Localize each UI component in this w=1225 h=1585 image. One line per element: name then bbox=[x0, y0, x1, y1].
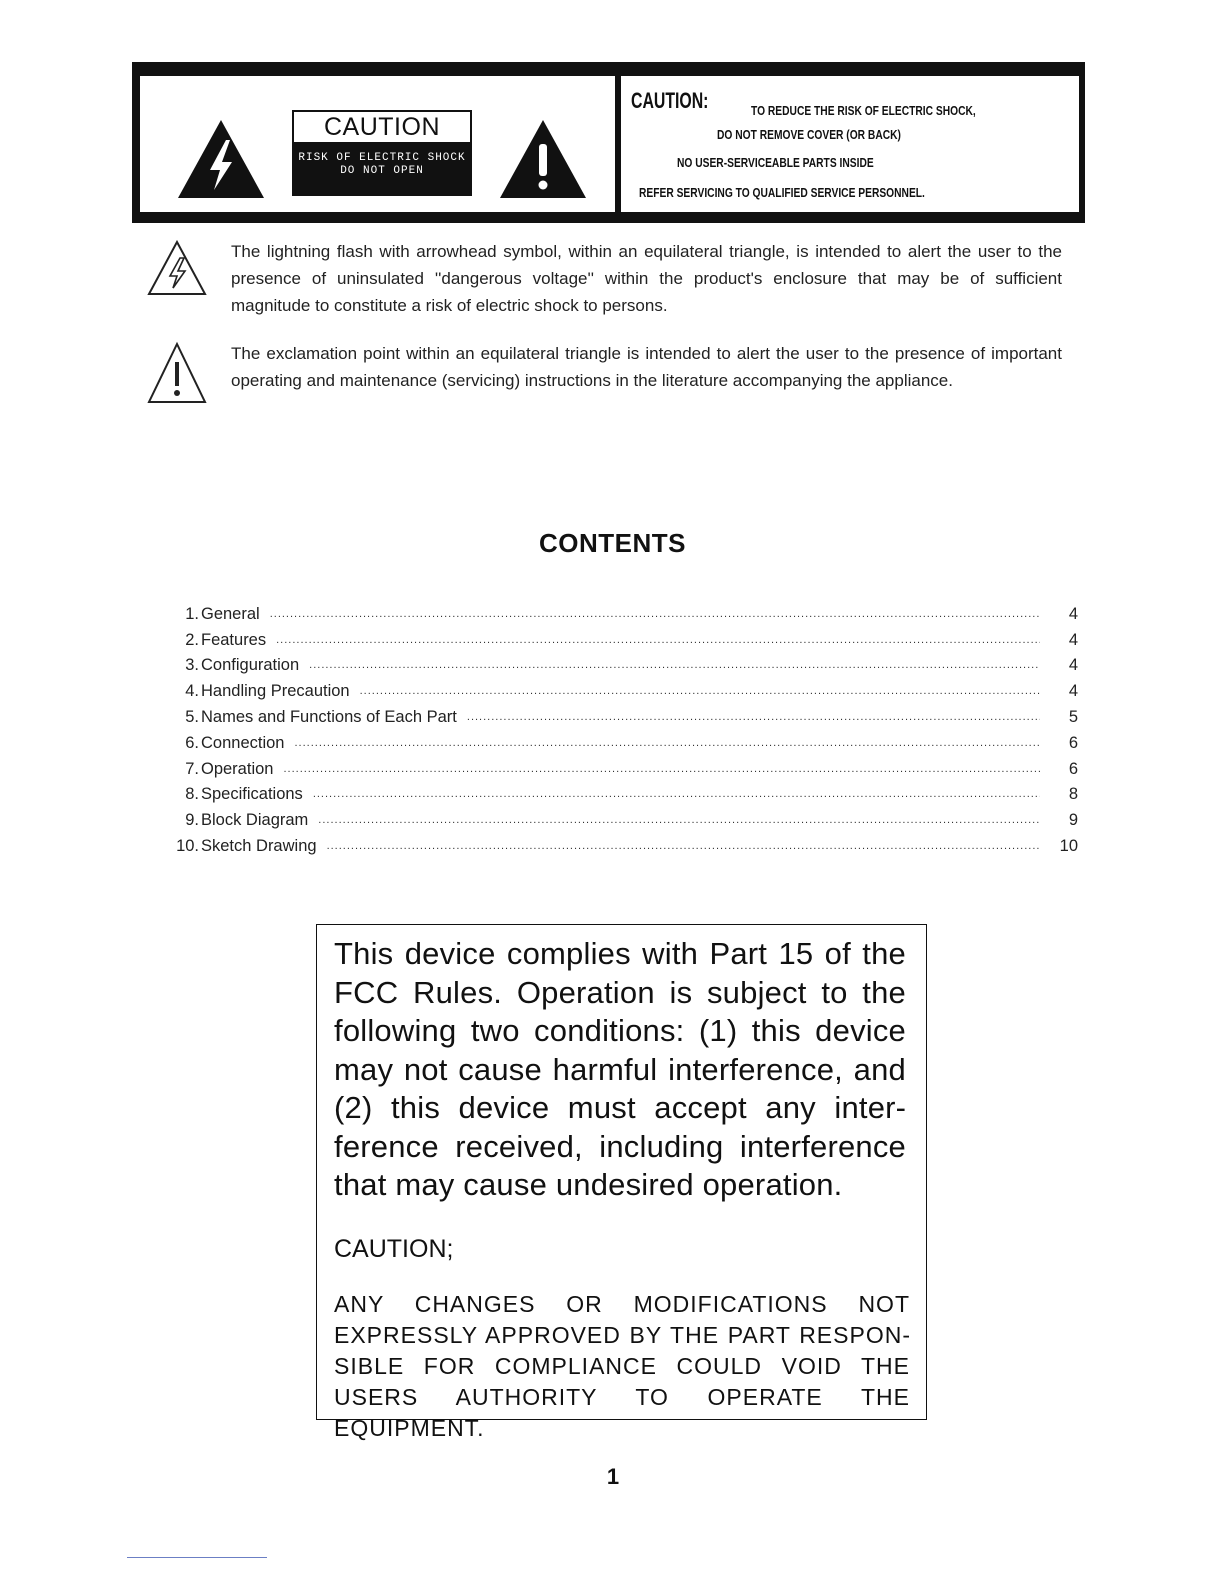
toc-number: 10. bbox=[176, 836, 199, 855]
exclamation-triangle-icon bbox=[146, 340, 208, 404]
caution-label-line: RISK OF ELECTRIC SHOCK bbox=[298, 152, 466, 164]
exclamation-symbol-text: The exclamation point within an equilateral triangle is intended to alert the user to the presence of important operating and maintenance (servicing) instructions in the literature accompanying the appliance. bbox=[231, 344, 1062, 390]
exclamation-warning-icon bbox=[498, 118, 588, 200]
toc-item[interactable] bbox=[163, 804, 1078, 830]
toc-leader bbox=[276, 634, 1040, 646]
toc-title: Block Diagram bbox=[201, 811, 309, 830]
toc-item[interactable] bbox=[163, 753, 1078, 779]
toc-title: Sketch Drawing bbox=[201, 836, 317, 855]
toc-page: 6 bbox=[1068, 733, 1078, 752]
toc-number: 3. bbox=[185, 656, 199, 675]
toc-page: 4 bbox=[1068, 630, 1078, 649]
caution-line: REFER SERVICING TO QUALIFIED SERVICE PERSONNEL. bbox=[639, 186, 925, 200]
caution-label-line: DO NOT OPEN bbox=[340, 165, 424, 177]
footer-rule bbox=[127, 1557, 267, 1558]
toc-title: Connection bbox=[201, 733, 285, 752]
toc-title: Configuration bbox=[201, 656, 300, 675]
toc-title: Handling Precaution bbox=[201, 682, 350, 701]
toc-title: Specifications bbox=[201, 785, 303, 804]
toc-leader bbox=[270, 608, 1040, 620]
toc-item[interactable] bbox=[163, 701, 1078, 727]
toc-number: 2. bbox=[185, 630, 199, 649]
toc-item[interactable] bbox=[163, 650, 1078, 676]
toc-page: 9 bbox=[1068, 811, 1078, 830]
caution-label-title: CAUTION bbox=[292, 110, 472, 144]
caution-banner-symbols bbox=[140, 76, 615, 212]
caution-line: NO USER-SERVICEABLE PARTS INSIDE bbox=[677, 156, 874, 170]
lightning-symbol-text: The lightning flash with arrowhead symbol, within an equilateral triangle, is intended to alert the user to the presence of uninsulated ''dangerous voltage'' within the product's enclosure that may be of sufficient magnitude to constitute a risk of electric shock to persons. bbox=[231, 242, 1062, 315]
toc-number: 9. bbox=[185, 811, 199, 830]
toc-title: Features bbox=[201, 630, 267, 649]
fcc-notice-box bbox=[316, 924, 927, 1441]
lightning-symbol-explanation bbox=[146, 238, 1062, 322]
toc-page: 4 bbox=[1068, 656, 1078, 675]
toc-leader bbox=[318, 814, 1040, 826]
fcc-statement: This device complies with Part 15 of the FCC Rules. Operation is subject to the following two conditions: (1) this device may not cause harmful interference, and (2) this device must accept any interference received, including interference that may cause undesired operation. bbox=[334, 936, 906, 1202]
caution-label-subtitle bbox=[292, 144, 472, 196]
table-of-contents bbox=[163, 598, 1078, 856]
toc-item[interactable] bbox=[163, 598, 1078, 624]
toc-number: 6. bbox=[185, 733, 199, 752]
toc-title: General bbox=[201, 604, 260, 623]
toc-page: 4 bbox=[1068, 604, 1078, 623]
exclamation-symbol-explanation bbox=[146, 340, 1062, 424]
caution-banner bbox=[132, 62, 1085, 223]
toc-page: 6 bbox=[1068, 759, 1078, 778]
toc-page: 8 bbox=[1068, 785, 1078, 804]
page-number: 1 bbox=[606, 1464, 620, 1489]
toc-leader bbox=[283, 763, 1040, 775]
lightning-triangle-icon bbox=[146, 238, 208, 298]
toc-number: 4. bbox=[185, 682, 199, 701]
toc-leader bbox=[309, 659, 1040, 671]
toc-item[interactable] bbox=[163, 779, 1078, 805]
toc-page: 4 bbox=[1068, 682, 1078, 701]
toc-leader bbox=[360, 685, 1040, 697]
caution-heading: CAUTION: bbox=[631, 88, 709, 113]
toc-number: 5. bbox=[185, 707, 199, 726]
toc-title: Operation bbox=[201, 759, 274, 778]
contents-title: CONTENTS bbox=[539, 528, 686, 558]
toc-leader bbox=[313, 788, 1040, 800]
toc-item[interactable] bbox=[163, 727, 1078, 753]
toc-leader bbox=[294, 737, 1040, 749]
caution-line: TO REDUCE THE RISK OF ELECTRIC SHOCK, bbox=[751, 104, 976, 118]
toc-item[interactable] bbox=[163, 830, 1078, 856]
caution-line: DO NOT REMOVE COVER (OR BACK) bbox=[717, 128, 901, 142]
toc-number: 1. bbox=[185, 604, 199, 623]
toc-item[interactable] bbox=[163, 624, 1078, 650]
fcc-caution-text: ANY CHANGES OR MODIFICATIONS NOT EXPRESSLY APPROVED BY THE PART RESPONSIBLE FOR COMPLIANCE COULD VOID THE USERS AUTHORITY TO OPERATE THE EQUIPMENT. bbox=[334, 1291, 910, 1441]
toc-number: 8. bbox=[185, 785, 199, 804]
toc-page: 10 bbox=[1059, 836, 1078, 855]
toc-leader bbox=[467, 711, 1040, 723]
electric-shock-warning-icon bbox=[176, 118, 266, 200]
caution-label bbox=[292, 110, 472, 198]
toc-title: Names and Functions of Each Part bbox=[201, 707, 457, 726]
toc-page: 5 bbox=[1068, 707, 1078, 726]
caution-notice bbox=[621, 76, 1079, 212]
fcc-caution-title: CAUTION; bbox=[334, 1235, 454, 1263]
toc-leader bbox=[327, 840, 1040, 852]
toc-number: 7. bbox=[185, 759, 199, 778]
toc-item[interactable] bbox=[163, 675, 1078, 701]
